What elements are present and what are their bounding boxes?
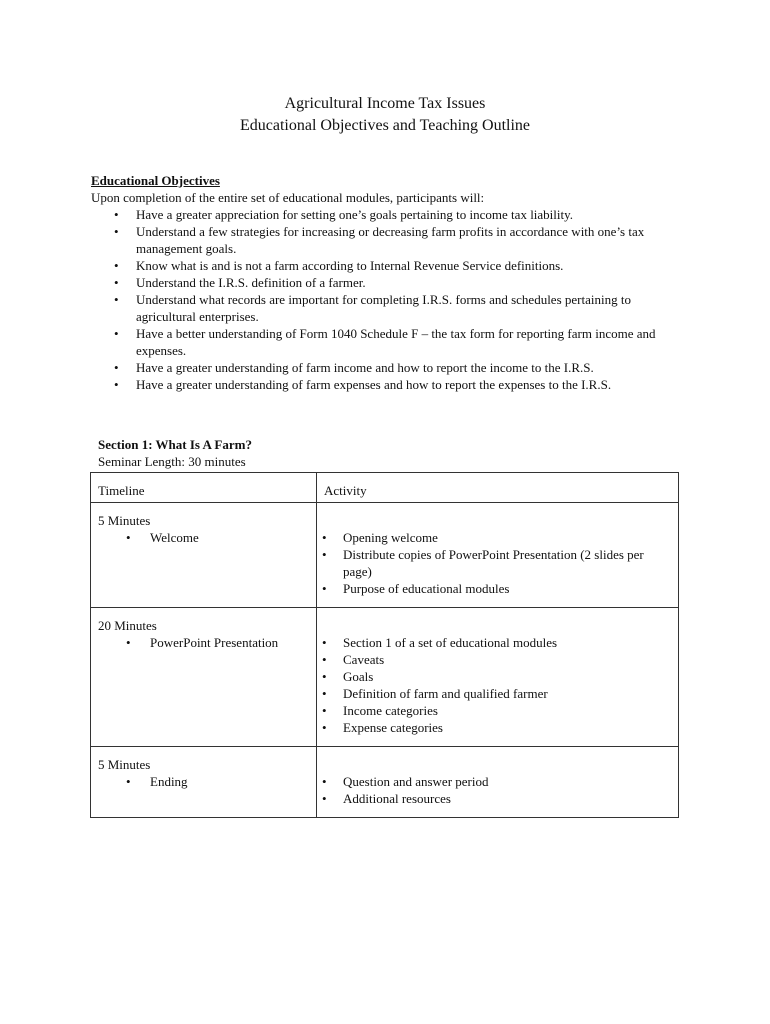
table-row bbox=[91, 747, 679, 818]
seminar-length: Seminar Length: 30 minutes bbox=[98, 454, 246, 469]
document-subtitle: Educational Objectives and Teaching Outline bbox=[239, 117, 531, 134]
activity-item: • Income categories bbox=[317, 702, 664, 719]
objective-item: • Have a greater appreciation for setting one’s goals pertaining to income tax liability. bbox=[91, 206, 691, 223]
section-title: Section 1: What Is A Farm? bbox=[98, 437, 252, 452]
timeline-item: • Ending bbox=[98, 773, 310, 790]
activity-item: • Expense categories bbox=[317, 719, 664, 736]
activity-item: • Definition of farm and qualified farmer bbox=[317, 685, 664, 702]
activity-cell bbox=[317, 608, 679, 747]
activity-cell bbox=[317, 747, 679, 818]
objective-item: • Understand the I.R.S. definition of a farmer. bbox=[91, 274, 691, 291]
timeline-cell bbox=[91, 503, 317, 608]
objectives-section bbox=[91, 172, 691, 393]
duration: 20 Minutes bbox=[98, 618, 157, 633]
table-row bbox=[91, 608, 679, 747]
duration: 5 Minutes bbox=[98, 757, 151, 772]
activity-list bbox=[317, 773, 664, 807]
timeline-cell bbox=[91, 608, 317, 747]
timeline-cell bbox=[91, 747, 317, 818]
objective-item: • Have a greater understanding of farm income and how to report the income to the I.R.S. bbox=[91, 359, 691, 376]
activity-item: • Distribute copies of PowerPoint Presentation (2 slides per page) bbox=[317, 546, 664, 580]
activity-item: • Caveats bbox=[317, 651, 664, 668]
objective-item: • Know what is and is not a farm according to Internal Revenue Service definitions. bbox=[91, 257, 691, 274]
objective-item: • Have a greater understanding of farm expenses and how to report the expenses to the I.R.S. bbox=[91, 376, 691, 393]
objectives-intro: Upon completion of the entire set of educational modules, participants will: bbox=[91, 190, 485, 205]
table-header-row bbox=[91, 473, 679, 503]
header-timeline: Timeline bbox=[91, 473, 317, 503]
objective-item: • Understand what records are important for completing I.R.S. forms and schedules pertaining to agricultural enterprises. bbox=[91, 291, 691, 325]
objective-item: • Understand a few strategies for increasing or decreasing farm profits in accordance with one’s tax management goals. bbox=[91, 223, 691, 257]
activity-item: • Question and answer period bbox=[317, 773, 664, 790]
timeline-item: • PowerPoint Presentation bbox=[98, 634, 310, 651]
teaching-outline-table bbox=[90, 472, 679, 818]
document-title: Agricultural Income Tax Issues bbox=[284, 95, 486, 112]
activity-item: • Purpose of educational modules bbox=[317, 580, 664, 597]
activity-item: • Section 1 of a set of educational modules bbox=[317, 634, 664, 651]
duration: 5 Minutes bbox=[98, 513, 151, 528]
objectives-list bbox=[91, 206, 691, 393]
table-row bbox=[91, 503, 679, 608]
activity-cell bbox=[317, 503, 679, 608]
activity-item: • Goals bbox=[317, 668, 664, 685]
activity-list bbox=[317, 634, 664, 736]
activity-item: • Additional resources bbox=[317, 790, 664, 807]
section-header bbox=[98, 436, 252, 470]
activity-item: • Opening welcome bbox=[317, 529, 664, 546]
objectives-heading: Educational Objectives bbox=[91, 173, 220, 188]
activity-list bbox=[317, 529, 664, 597]
timeline-item: • Welcome bbox=[98, 529, 310, 546]
header-activity: Activity bbox=[317, 473, 679, 503]
objective-item: • Have a better understanding of Form 1040 Schedule F – the tax form for reporting farm income and expenses. bbox=[91, 325, 691, 359]
